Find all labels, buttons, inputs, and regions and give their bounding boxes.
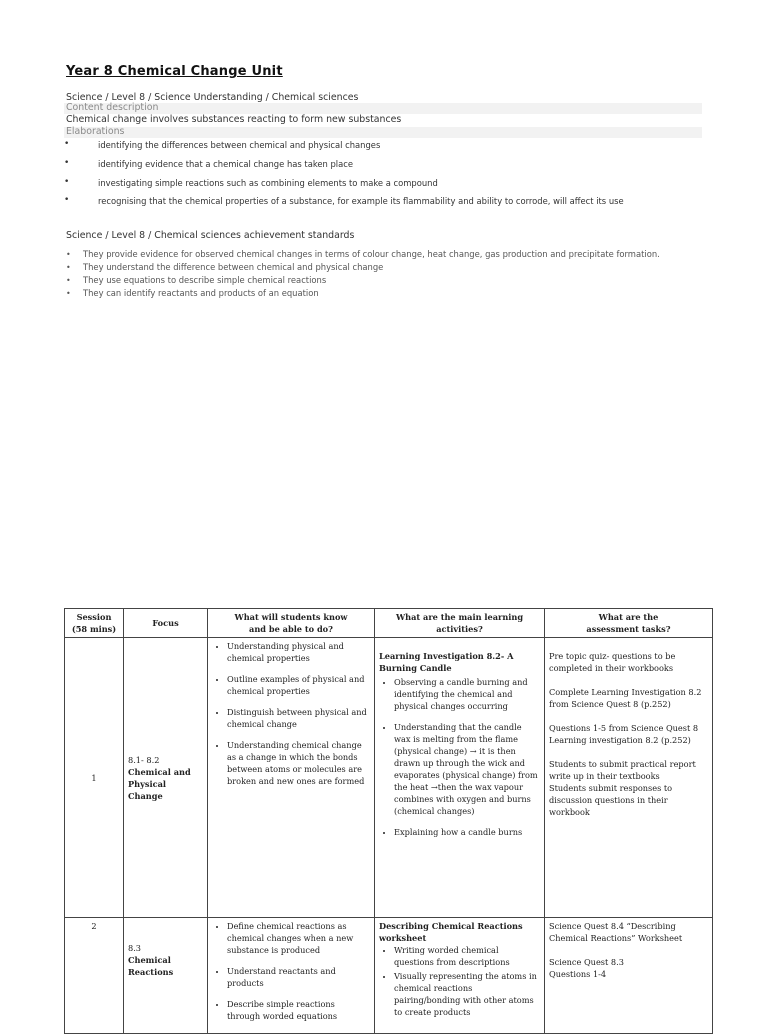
list-item: • Understanding chemical change as a change in which the bonds between atoms or molecules are broken and new ones are formed — [227, 739, 370, 787]
focus-title: Chemical Reactions — [128, 955, 174, 977]
task-text: Science Quest 8.4 “Describing Chemical Reactions” Worksheet — [549, 921, 683, 943]
list-item: • Explaining how a candle burns — [394, 826, 540, 838]
task-text: Questions 1-5 from Science Quest 8 Learning investigation 8.2 (p.252) — [549, 723, 699, 745]
header-session: Session (58 mins) — [65, 609, 124, 638]
bullet-icon: • — [66, 276, 71, 285]
table-row — [65, 638, 713, 918]
task-text: Science Quest 8.3 — [549, 957, 624, 967]
list-item: • Visually representing the atoms in chemical reactions pairing/bonding with other atoms to create products — [394, 970, 540, 1018]
unit-plan-table — [64, 608, 713, 1034]
header-focus: Focus — [124, 609, 208, 638]
list-item: • Outline examples of physical and chemical properties — [227, 673, 370, 697]
list-item: • Understand reactants and products — [227, 965, 370, 989]
tasks-cell — [545, 918, 713, 1034]
elaboration-text: identifying the differences between chemical and physical changes — [98, 140, 381, 150]
know-cell — [208, 638, 375, 918]
list-item: • Define chemical reactions as chemical changes when a new substance is produced — [227, 920, 370, 956]
header-tasks: What are the assessment tasks? — [545, 609, 713, 638]
focus-title: Chemical and Physical Change — [128, 766, 191, 801]
list-item: • Distinguish between physical and chemical change — [227, 706, 370, 730]
task-text: Students to submit practical report write up in their textbooks — [549, 759, 696, 781]
bullet-icon: • — [64, 139, 70, 149]
list-item: • Understanding physical and chemical properties — [227, 640, 370, 664]
elaboration-text: recognising that the chemical properties of a substance, for example its flammability and ability to corrode, will affect its use — [98, 196, 624, 206]
list-item: • Writing worded chemical questions from descriptions — [394, 944, 540, 968]
bullet-icon: • — [66, 250, 71, 259]
know-cell — [208, 918, 375, 1034]
activity-title: Learning Investigation 8.2- A Burning Candle — [379, 651, 514, 673]
bullet-icon: • — [64, 158, 70, 168]
activities-cell — [375, 918, 545, 1034]
standard-item — [66, 288, 319, 298]
standard-item — [66, 249, 660, 259]
focus-code: 8.3 — [128, 943, 142, 953]
content-description-label: Content description — [66, 102, 159, 113]
focus-code: 8.1- 8.2 — [128, 754, 160, 765]
bullet-icon: • — [64, 177, 70, 187]
list-item: • Describe simple reactions through worded equations — [227, 998, 370, 1022]
session-number: 1 — [65, 638, 124, 918]
standard-item — [66, 275, 326, 285]
task-text: Complete Learning Investigation 8.2 from Science Quest 8 (p.252) — [549, 687, 702, 709]
task-text: Students submit responses to discussion questions in their workbook — [549, 783, 673, 817]
content-label-shading — [64, 103, 702, 114]
list-item: • Observing a candle burning and identifying the chemical and physical changes occurring — [394, 676, 540, 712]
elaboration-text: identifying evidence that a chemical change has taken place — [98, 159, 354, 169]
elaborations-label-shading — [64, 127, 702, 138]
elaborations-label: Elaborations — [66, 126, 125, 137]
table-header-row — [65, 609, 713, 638]
curriculum-breadcrumb: Science / Level 8 / Science Understanding / Chemical sciences — [66, 92, 359, 103]
standard-text: They use equations to describe simple chemical reactions — [83, 275, 327, 285]
task-text: Pre topic quiz- questions to be completed in their workbooks — [549, 651, 676, 673]
standard-item — [66, 262, 383, 272]
header-activities: What are the main learning activities? — [375, 609, 545, 638]
task-text: Questions 1-4 — [549, 969, 607, 979]
standards-breadcrumb: Science / Level 8 / Chemical sciences achievement standards — [66, 230, 355, 241]
standard-text: They provide evidence for observed chemical changes in terms of colour change, heat change, gas production and precipitate formation. — [83, 249, 660, 259]
activities-cell — [375, 638, 545, 918]
bullet-icon: • — [66, 289, 71, 298]
activity-title: Describing Chemical Reactions worksheet — [379, 921, 523, 943]
elaboration-text: investigating simple reactions such as combining elements to make a compound — [98, 178, 438, 188]
standard-text: They understand the difference between chemical and physical change — [83, 262, 384, 272]
focus-cell — [124, 918, 208, 1034]
standard-text: They can identify reactants and products of an equation — [83, 288, 319, 298]
header-know: What will students know and be able to do? — [208, 609, 375, 638]
tasks-cell — [545, 638, 713, 918]
bullet-icon: • — [66, 263, 71, 272]
list-item: • Understanding that the candle wax is melting from the flame (physical change) → it is then drawn up through the wick and evaporates (physical change) from the heat →then the wax vapour combines with oxygen and burns (chemical changes) — [394, 721, 540, 817]
table-row — [65, 918, 713, 1034]
session-number: 2 — [65, 918, 124, 1034]
focus-cell — [124, 638, 208, 918]
content-description-text: Chemical change involves substances reacting to form new substances — [66, 114, 402, 125]
bullet-icon: • — [64, 195, 70, 205]
document-title: Year 8 Chemical Change Unit — [66, 64, 283, 79]
